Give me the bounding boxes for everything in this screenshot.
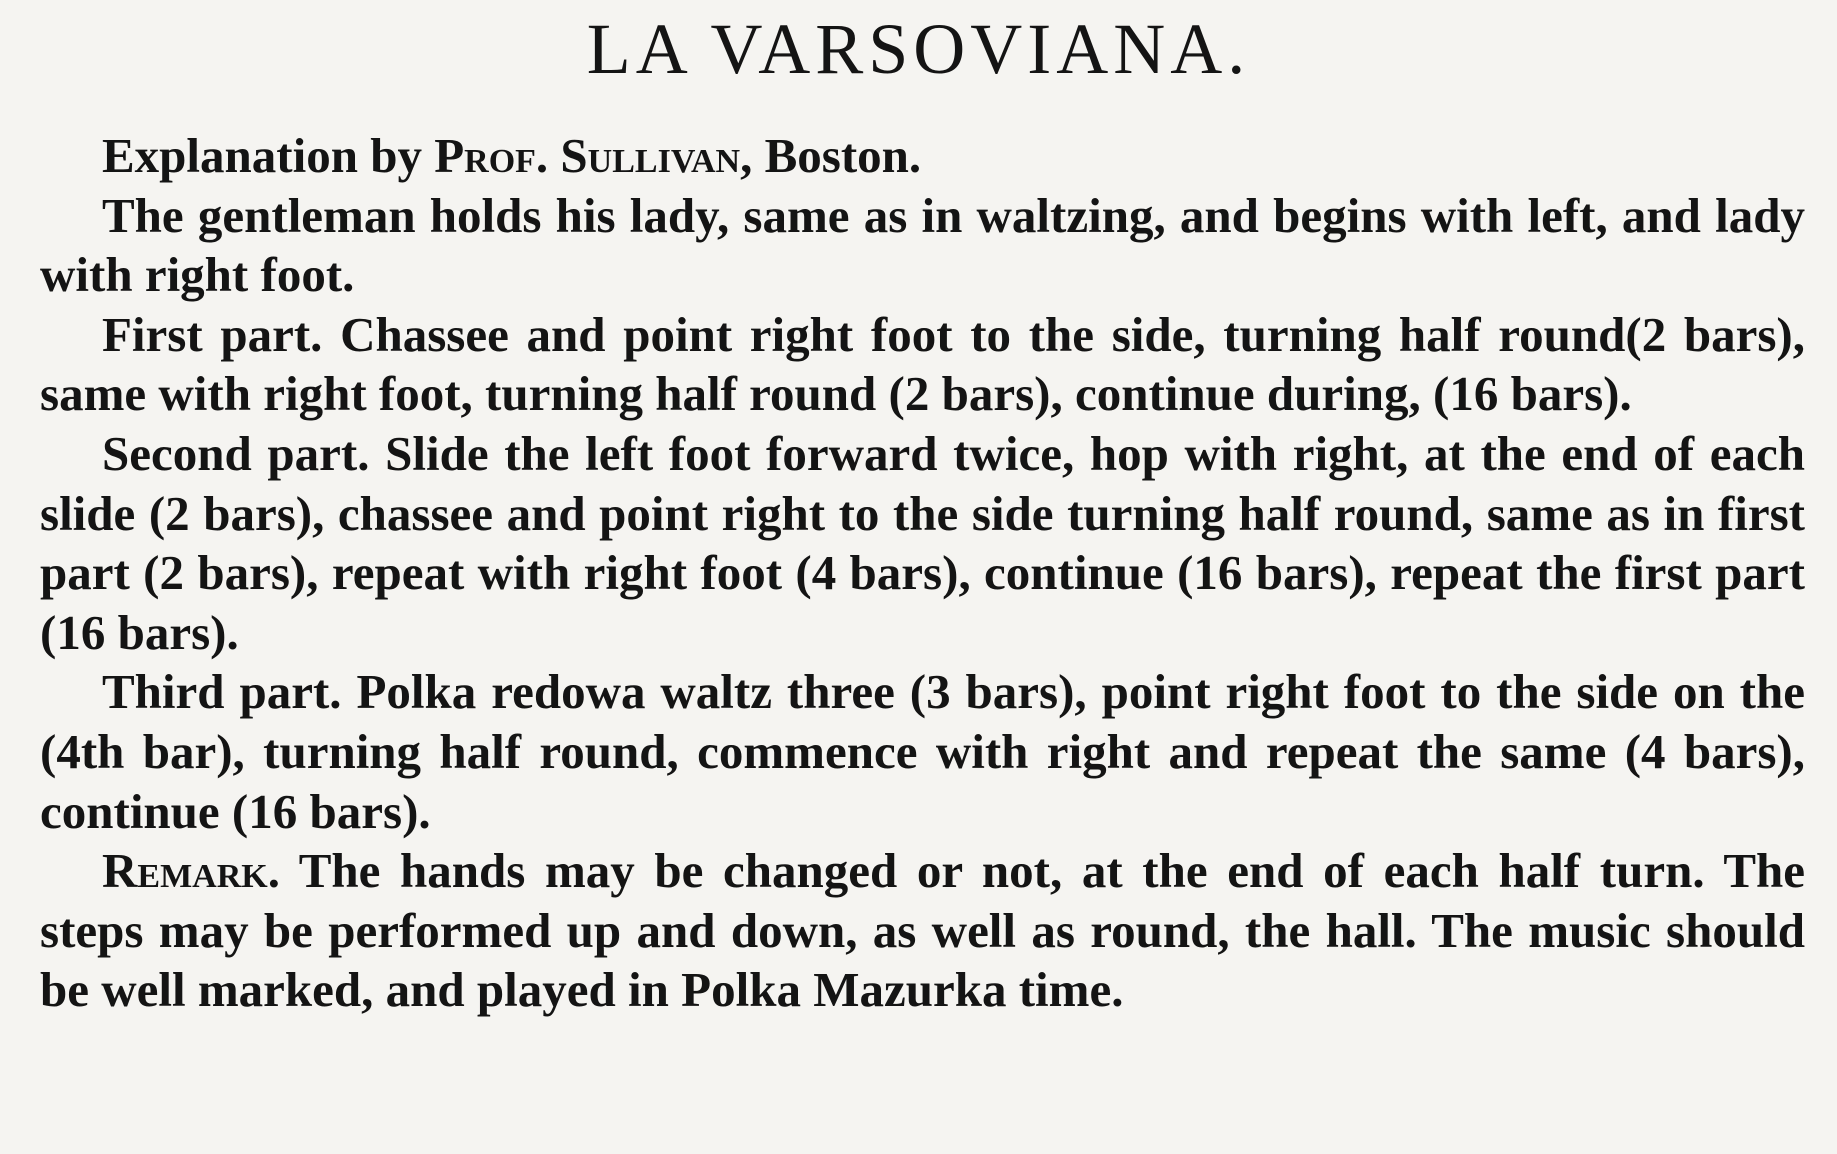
paragraph-first-part: First part. Chassee and point right foot to the side, turning half round(2 bars), same with right foot, turning half round (2 bars), continue during, (16 bars). — [40, 306, 1805, 422]
explanation-suffix: , Boston. — [740, 128, 922, 183]
paragraph-second-part: Second part. Slide the left foot forward twice, hop with right, at the end of each slide (2 bars), chassee and point right to the side turning half round, same as in first part (2 bars), repeat with right foot (4 bars), continue (16 bars), repeat the first part (16 bars). — [40, 425, 1805, 660]
explanation-line — [40, 126, 1805, 186]
paragraph-intro: The gentleman holds his lady, same as in waltzing, and begins with left, and lady with right foot. — [40, 187, 1805, 303]
document-title: LA VARSOVIANA. — [586, 9, 1251, 89]
paragraph-remark — [40, 841, 1805, 1020]
explanation-author: Prof. Sullivan — [434, 128, 741, 183]
explanation-prefix: Explanation by — [102, 128, 435, 183]
remark-label: Remark. — [102, 843, 280, 899]
document-body — [40, 126, 1805, 1020]
remark-text: The hands may be changed or not, at the end of each half turn. The steps may be performed up and down, as well as round, the hall. The music should be well marked, and played in Polka Mazurka time. — [40, 843, 1805, 1018]
paragraph-third-part: Third part. Polka redowa waltz three (3 bars), point right foot to the side on the (4th bar), turning half round, commence with right and repeat the same (4 bars), continue (16 bars). — [40, 664, 1805, 839]
